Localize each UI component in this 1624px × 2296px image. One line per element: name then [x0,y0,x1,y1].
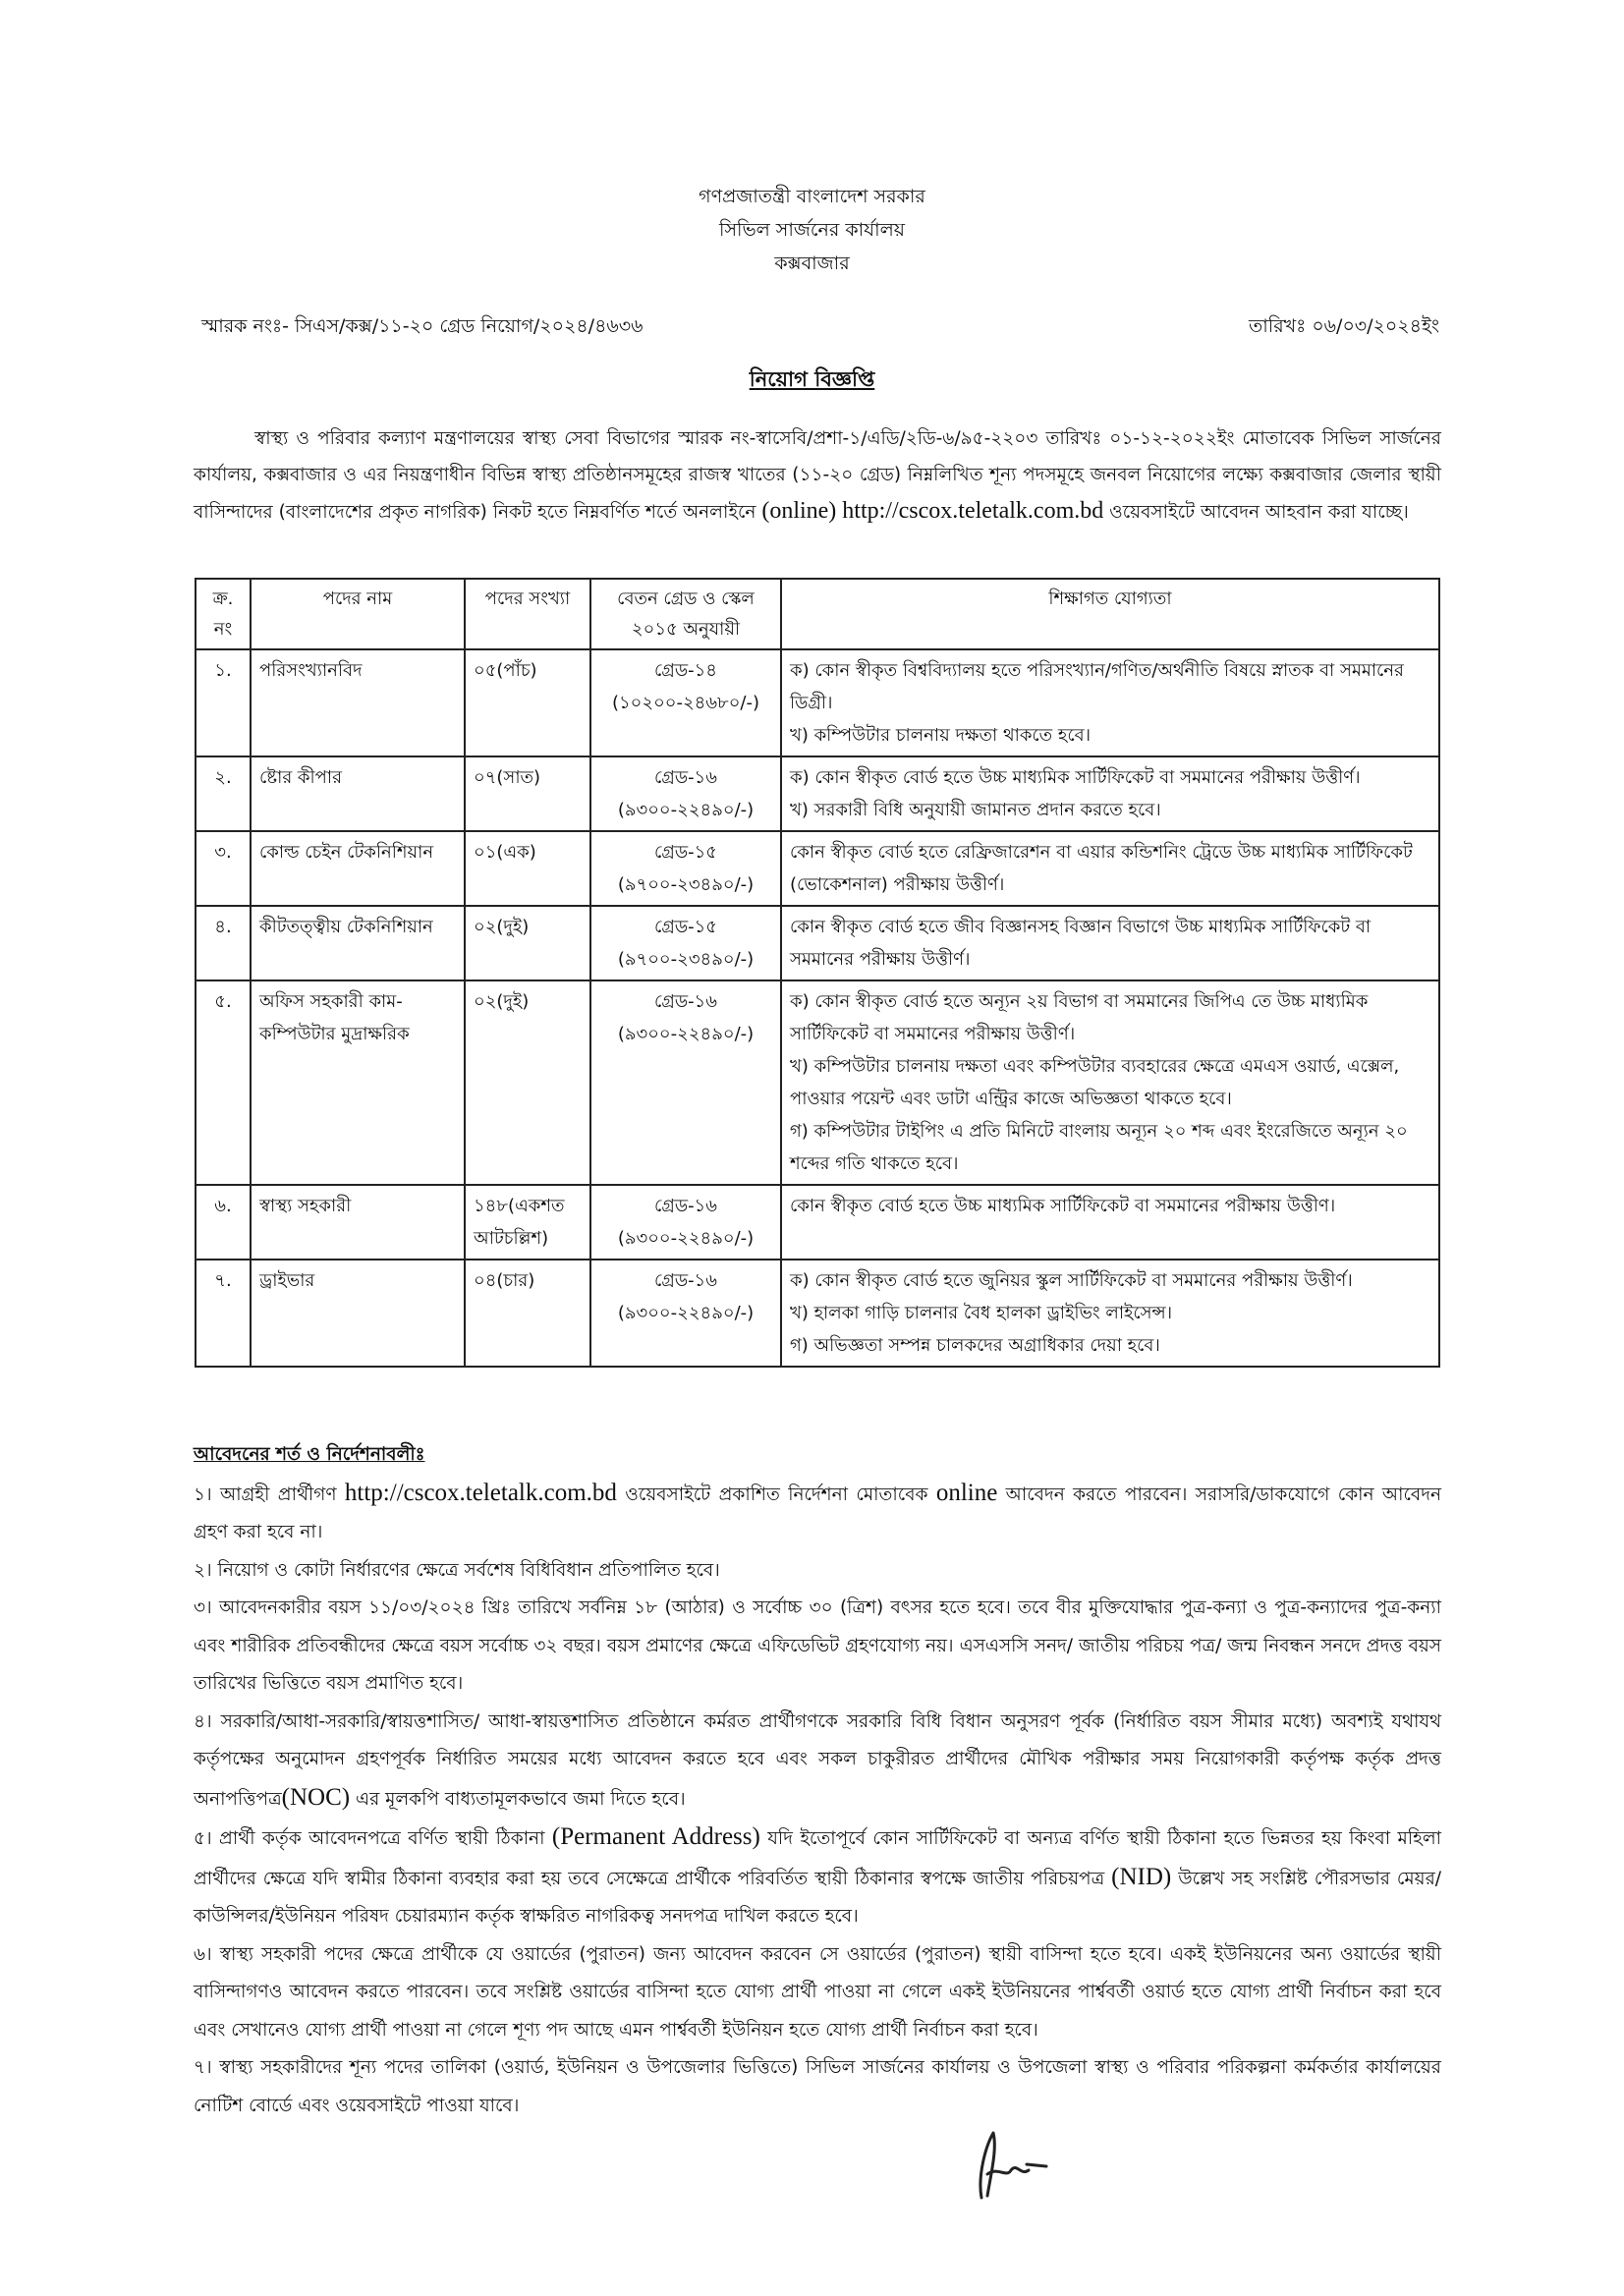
header-pay-grade: বেতন গ্রেড ও স্কেল ২০১৫ অনুযায়ী [590,579,781,649]
qualification-item: কোন স্বীকৃত বোর্ড হতে রেফ্রিজারেশন বা এয়ার কন্ডিশনিং ট্রেডে উচ্চ মাধ্যমিক সার্টিফিকেট (ভোকেশনাল) পরীক্ষায় উত্তীর্ণ। [790,842,1413,895]
signature-mark [968,2127,1056,2206]
row-qualification [781,980,1439,1185]
row-sl: ৫. [196,980,251,1185]
qualification-item: কোন স্বীকৃত বোর্ড হতে জীব বিজ্ঞানসহ বিজ্ঞান বিভাগে উচ্চ মাধ্যমিক সার্টিফিকেট বা সমমানের পরীক্ষায় উত্তীর্ণ। [790,917,1372,970]
govt-name: গণপ্রজাতন্ত্রী বাংলাদেশ সরকার [699,186,925,207]
row-post-name: স্বাস্থ্য সহকারী [251,1185,465,1260]
row-post-count: ০২(দুই) [465,906,590,980]
intro-paragraph [194,420,1441,531]
row-sl: ৬. [196,1185,251,1260]
row-post-count: ০৭(সাত) [465,756,590,831]
header-sl: ক্র. নং [196,579,251,649]
pay-scale: (৯৩০০-২২৪৯০/-) [617,800,755,820]
row-pay-grade [590,649,781,756]
qualification-item: খ) কম্পিউটার চালনায় দক্ষতা এবং কম্পিউটার ব্যবহারের ক্ষেত্রে এমএস ওয়ার্ড, এক্সেল, পাওয়ার পয়েন্ট এবং ডাটা এন্ট্রির কাজে অভিজ্ঞতা থাকতে হবে। [790,1056,1400,1109]
row-pay-grade [590,756,781,831]
header-post-name: পদের নাম [251,579,465,649]
qualification-item: গ) কম্পিউটার টাইপিং এ প্রতি মিনিটে বাংলায় অন্যূন ২০ শব্দ এবং ইংরেজিতে অন্যূন ২০ শব্দের গতি থাকতে হবে। [790,1121,1408,1174]
row-post-name: ষ্টোর কীপার [251,756,465,831]
row-qualification [781,1185,1439,1260]
intro-text: স্বাস্থ্য ও পরিবার কল্যাণ মন্ত্রণালয়ের স্বাস্থ্য সেবা বিভাগের স্মারক নং-স্বাসেবি/প্রশা-১/এডি/২ডি-৬/৯৫-২২০৩ তারিখঃ ০১-১২-২০২২ইং মোতাবেক সিভিল সার্জনের কার্যালয়, কক্সবাজার ও এর নিয়ন্ত্রণাধীন বিভিন্ন স্বাস্থ্য প্রতিষ্ঠানসমূহের রাজস্ব খাতের (১১-২০ গ্রেড) নিম্নলিখিত শূন্য পদসমূহে জনবল নিয়োগের লক্ষ্যে কক্সবাজার জেলার স্থায়ী বাসিন্দাদের (বাংলাদেশের প্রকৃত নাগরিক) নিকট হতে নিম্নবর্ণিত শর্তে অনলাইনে [194,428,1441,523]
pay-scale: (৯৩০০-২২৪৯০/-) [617,1024,755,1044]
row-post-name: অফিস সহকারী কাম-কম্পিউটার মুদ্রাক্ষরিক [251,980,465,1185]
grade-label: গ্রেড-১৬ [654,1270,717,1291]
row-sl: ১. [196,649,251,756]
apply-url-link[interactable]: http://cscox.teletalk.com.bd [344,1479,617,1506]
row-pay-grade [590,1185,781,1260]
condition-7: ৭। স্বাস্থ্য সহকারীদের শূন্য পদের তালিকা (ওয়ার্ড, ইউনিয়ন ও উপজেলার ভিত্তিতে) সিভিল সার্জনের কার্যালয় ও উপজেলা স্বাস্থ্য ও পরিবার পরিকল্পনা কর্মকর্তার কার্যালয়ের নোটিশ বোর্ডে এবং ওয়েবসাইটে পাওয়া যাবে। [194,2057,1441,2116]
grade-label: গ্রেড-১৫ [654,917,717,937]
condition-2: ২। নিয়োগ ও কোটা নির্ধারণের ক্ষেত্রে সর্বশেষ বিধিবিধান প্রতিপালিত হবে। [194,1559,720,1581]
row-post-name: কীটতত্ত্বীয় টেকনিশিয়ান [251,906,465,980]
qualification-item: খ) সরকারী বিধি অনুযায়ী জামানত প্রদান করতে হবে। [790,800,1161,820]
table-row [196,831,1439,906]
qualification-item: কোন স্বীকৃত বোর্ড হতে উচ্চ মাধ্যমিক সার্টিফিকেট বা সমমানের পরীক্ষায় উত্তীণ। [790,1196,1336,1216]
header-post-count: পদের সংখ্যা [465,579,590,649]
qualification-item: গ) অভিজ্ঞতা সম্পন্ন চালকদের অগ্রাধিকার দেয়া হবে। [790,1335,1160,1356]
grade-label: গ্রেড-১৬ [654,1196,717,1216]
header-qualification: শিক্ষাগত যোগ্যতা [781,579,1439,649]
table-row [196,756,1439,831]
table-row [196,906,1439,980]
table-row [196,1260,1439,1367]
row-post-count: ০২(দুই) [465,980,590,1185]
row-pay-grade [590,906,781,980]
row-sl: ৭. [196,1260,251,1367]
condition-6: ৬। স্বাস্থ্য সহকারী পদের ক্ষেত্রে প্রার্থীকে যে ওয়ার্ডের (পুরাতন) জন্য আবেদন করবেন সে ওয়ার্ডের (পুরাতন) স্থায়ী বাসিন্দা হতে হবে। একই ইউনিয়নের অন্য ওয়ার্ডের স্থায়ী বাসিন্দাগণও আবেদন করতে পারবেন। তবে সংশ্লিষ্ট ওয়ার্ডের বাসিন্দা হতে যোগ্য প্রার্থী পাওয়া না গেলে একই ইউনিয়নের পার্শ্ববর্তী ওয়ার্ড হতে যোগ্য প্রার্থী নির্বাচন করা হবে এবং সেখানেও যোগ্য প্রার্থী পাওয়া না গেলে শূণ্য পদ আছে এমন পার্শ্ববর্তী ইউনিয়ন হতে যোগ্য প্রার্থী নির্বাচন করা হবে। [194,1943,1441,2041]
notice-title: নিয়োগ বিজ্ঞপ্তি [749,367,875,391]
qualification-item: ক) কোন স্বীকৃত বিশ্ববিদ্যালয় হতে পরিসংখ্যান/গণিত/অর্থনীতি বিষয়ে স্নাতক বা সমমানের ডিগ্রী। [790,660,1404,713]
table-header-row [196,579,1439,649]
condition-3: ৩। আবেদনকারীর বয়স ১১/০৩/২০২৪ খ্রিঃ তারিখে সর্বনিম্ন ১৮ (আঠার) ও সর্বোচ্চ ৩০ (ত্রিশ) বৎসর হতে হবে। তবে বীর মুক্তিযোদ্ধার পুত্র-কন্যা ও পুত্র-কন্যাদের পুত্র-কন্যা এবং শারীরিক প্রতিবন্ধীদের ক্ষেত্রে বয়স সর্বোচ্চ ৩২ বছর। বয়স প্রমাণের ক্ষেত্রে এফিডেভিট গ্রহণযোগ্য নয়। এসএসসি সনদ/ জাতীয় পরিচয় পত্র/ জন্ম নিবন্ধন সনদে প্রদত্ত বয়স তারিখের ভিত্তিতে বয়স প্রমাণিত হবে। [194,1597,1441,1694]
pay-scale: (৯৭০০-২৩৪৯০/-) [617,874,755,895]
conditions-title: আবেদনের শর্ত ও নির্দেশনাবলীঃ [194,1444,425,1465]
qualification-item: খ) হালকা গাড়ি চালনার বৈধ হালকা ড্রাইভিং লাইসেন্স। [790,1303,1173,1323]
posts-table [195,578,1440,1368]
row-post-count: ০১(এক) [465,831,590,906]
grade-label: গ্রেড-১৬ [654,767,717,788]
row-sl: ২. [196,756,251,831]
memo-ref-no: স্মারক নংঃ- সিএস/কক্স/১১-২০ গ্রেড নিয়োগ/২০২৪/৪৬৩৬ [201,315,644,337]
condition-5: ৫। প্রার্থী কর্তৃক আবেদনপত্রে বর্ণিত স্থায়ী ঠিকানা (Permanent Address) যদি ইতোপূর্বে কোন সার্টিফিকেট বা অন্যত্র বর্ণিত স্থায়ী ঠিকানা হতে ভিন্নতর হয় কিংবা মহিলা প্রার্থীদের ক্ষেত্রে যদি স্বামীর ঠিকানা ব্যবহার করা হয় তবে সেক্ষেত্রে প্রার্থীকে পরিবর্তিত স্থায়ী ঠিকানার স্বপক্ষে জাতীয় পরিচয়পত্র (NID) উল্লেখ সহ সংশ্লিষ্ট পৌরসভার মেয়র/কাউন্সিলর/ইউনিয়ন পরিষদ চেয়ারম্যান কর্তৃক স্বাক্ষরিত নাগরিকত্ব সনদপত্র দাখিল করতে হবে। [194,1823,1441,1927]
condition-1: ১। আগ্রহী প্রার্থীগণ http://cscox.teletalk.com.bd ওয়েবসাইটে প্রকাশিত নির্দেশনা মোতাবেক online আবেদন করতে পারবেন। সরাসরি/ডাকযোগে কোন আবেদন গ্রহণ করা হবে না। [194,1479,1441,1542]
table-row [196,980,1439,1185]
office-location: কক্সবাজার [774,252,850,274]
row-post-count: ১৪৮(একশত আটচল্লিশ) [465,1185,590,1260]
row-post-name: কোল্ড চেইন টেকনিশিয়ান [251,831,465,906]
qualification-item: খ) কম্পিউটার চালনায় দক্ষতা থাকতে হবে। [790,725,1092,746]
intro-online-link[interactable]: (online) http://cscox.teletalk.com.bd [761,498,1104,524]
row-post-name: পরিসংখ্যানবিদ [251,649,465,756]
row-pay-grade [590,980,781,1185]
grade-label: গ্রেড-১৫ [654,842,717,863]
grade-label: গ্রেড-১৬ [654,991,717,1012]
row-sl: ৩. [196,831,251,906]
row-qualification [781,756,1439,831]
row-pay-grade [590,831,781,906]
condition-4: ৪। সরকারি/আধা-সরকারি/স্বায়ত্তশাসিত/ আধা-স্বায়ত্তশাসিত প্রতিষ্ঠানে কর্মরত প্রার্থীগণকে সরকারি বিধি বিধান অনুসরণ পূর্বক (নির্ধারিত বয়স সীমার মধ্যে) অবশ্যই যথাযথ কর্তৃপক্ষের অনুমোদন গ্রহণপূর্বক নির্ধারিত সময়ের মধ্যে আবেদন করতে হবে এবং সকল চাকুরীরত প্রার্থীদের মৌখিক পরীক্ষার সময় নিয়োগকারী কর্তৃপক্ষ কর্তৃক প্রদত্ত অনাপত্তিপত্র(NOC) এর মূলকপি বাধ্যতামূলকভাবে জমা দিতে হবে। [194,1710,1441,1811]
office-name: সিভিল সার্জনের কার্যালয় [719,219,905,241]
row-qualification [781,906,1439,980]
row-qualification [781,1260,1439,1367]
row-post-name: ড্রাইভার [251,1260,465,1367]
qualification-item: ক) কোন স্বীকৃত বোর্ড হতে জুনিয়র স্কুল সার্টিফিকেট বা সমমানের পরীক্ষায় উত্তীর্ণ। [790,1270,1353,1291]
row-post-count: ০৪(চার) [465,1260,590,1367]
grade-label: গ্রেড-১৪ [654,660,717,681]
letterhead [0,180,1624,280]
conditions-section [194,1436,1441,2125]
row-post-count: ০৫(পাঁচ) [465,649,590,756]
pay-scale: (৯৩০০-২২৪৯০/-) [617,1303,755,1323]
table-row [196,649,1439,756]
row-pay-grade [590,1260,781,1367]
row-sl: ৪. [196,906,251,980]
pay-scale: (৯৩০০-২২৪৯০/-) [617,1228,755,1249]
qualification-item: ক) কোন স্বীকৃত বোর্ড হতে উচ্চ মাধ্যমিক সার্টিফিকেট বা সমমানের পরীক্ষায় উত্তীর্ণ। [790,767,1361,788]
row-qualification [781,831,1439,906]
intro-tail: ওয়েবসাইটে আবেদন আহবান করা যাচ্ছে। [1109,502,1409,523]
pay-scale: (৯৭০০-২৩৪৯০/-) [617,949,755,970]
row-qualification [781,649,1439,756]
qualification-item: ক) কোন স্বীকৃত বোর্ড হতে অন্যূন ২য় বিভাগ বা সমমানের জিপিএ তে উচ্চ মাধ্যমিক সার্টিফিকেট বা সমমানের পরীক্ষায় উত্তীর্ণ। [790,991,1369,1044]
pay-scale: (১০২০০-২৪৬৮০/-) [611,693,760,713]
table-row [196,1185,1439,1260]
memo-date: তারিখঃ ০৬/০৩/২০২৪ইং [1249,315,1439,337]
